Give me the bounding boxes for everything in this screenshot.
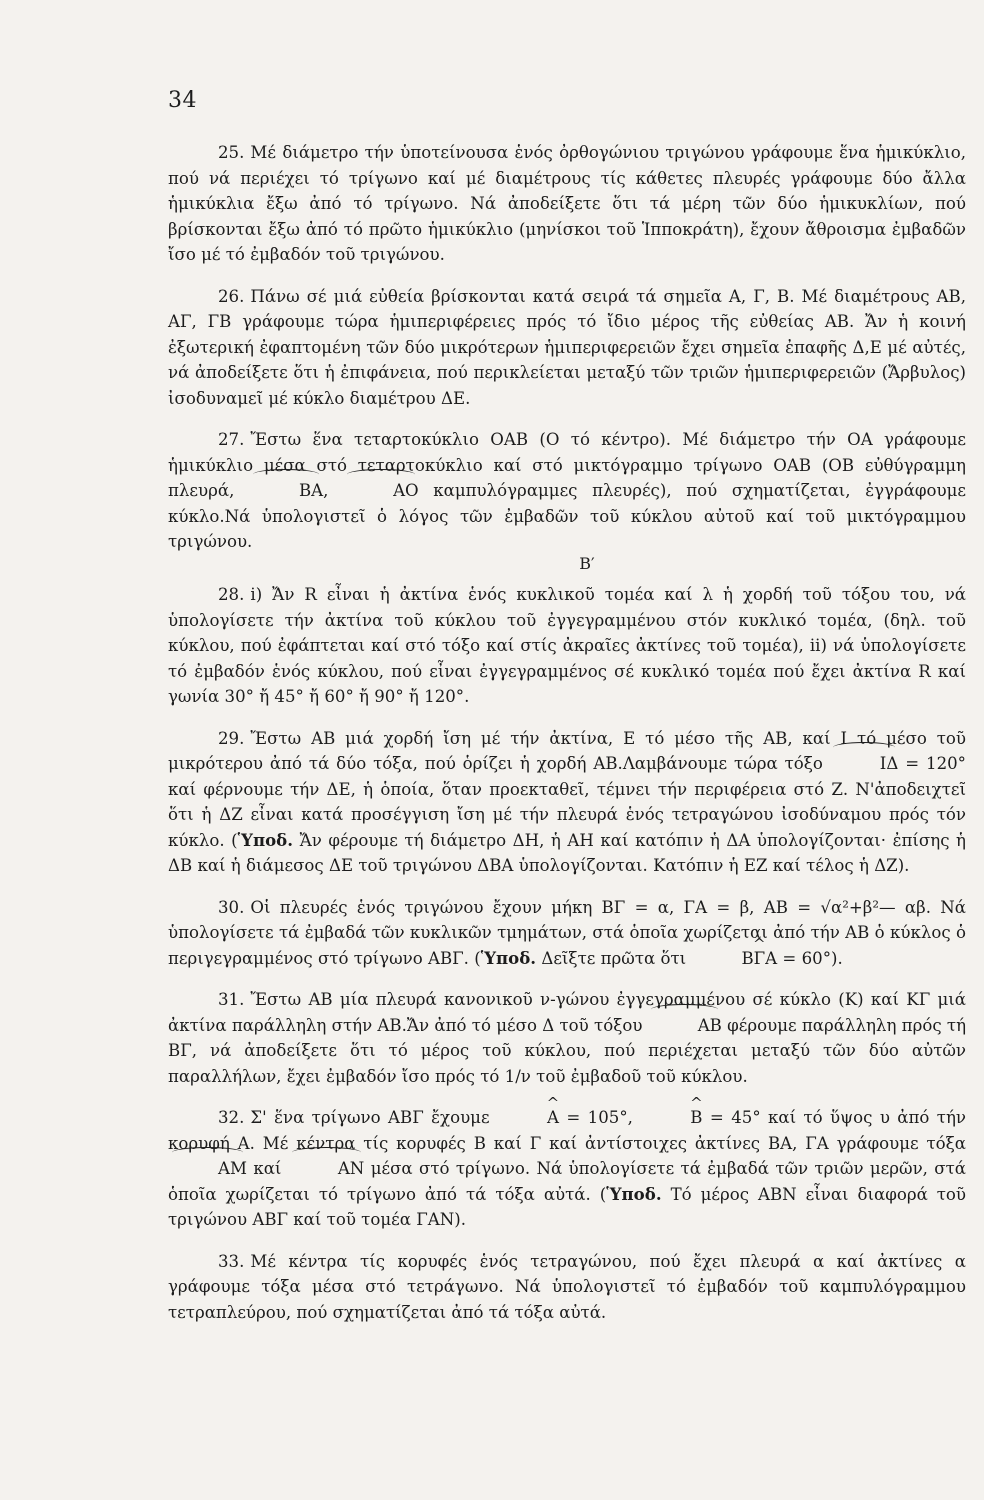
problem-text: Μέ κέντρα τίς κορυφές ἑνός τετραγώνου, πού ἔχει πλευρά α καί ἀκτίνες α γράφουμε τόξα μέσα στό τετράγωνο. Νά ὑπολογιστεῖ τό ἐμβαδόν τοῦ καμπυλόγραμμου τετραπλεύρου, πού σχηματίζεται ἀπό τά τόξα αὐτά. (168, 1251, 966, 1322)
problem-number: 32. (218, 1108, 245, 1127)
figure-label-b-prime: Β′ (579, 553, 595, 573)
page-number: 34 (168, 88, 197, 113)
problem-number: 30. (218, 897, 245, 917)
problem-text: Πάνω σέ μιά εὐθεία βρίσκονται κατά σειρά τά σημεῖα Α, Γ, Β. Μέ διαμέτρους ΑΒ, ΑΓ, ΓΒ γράφουμε τώρα ἡμιπεριφέρειες πρός τό ἴδιο μέρος τῆς εὐθείας ΑΒ. Ἄν ἡ κοινή ἐξωτερική ἐφαπτομένη τῶν δύο μικρότερων ἡμιπεριφερειῶν ἔχει σημεῖα ἐπαφῆς Δ,Ε μέ αὐτές, νά ἀποδείξετε ὅτι ἡ ἐπιφάνεια, πού περικλείεται μεταξύ τῶν τριῶν ἡμιπεριφερειῶν (Ἄρβυλος) ἰσοδυναμεῖ μέ κύκλο διαμέτρου ΔΕ. (168, 286, 966, 408)
problem-text-part3: Ἄν φέρουμε τή διάμετρο ΔΗ, ἡ ΑΗ καί κατόπιν ἡ ΔΑ ὑπολογίζονται· ἐπίσης ἡ ΔΒ καί ἡ διάμεσος ΔΕ τοῦ τριγώνου ΔΒΑ ὑπολογίζονται. Κατόπιν ἡ ΕΖ καί τέλος ἡ ΔΖ). (168, 830, 966, 875)
arc-am: ΑΜ (168, 1156, 247, 1182)
problem-number: 31. (218, 990, 245, 1009)
problem-text-part1: Ἔστω ΑΒ μία πλευρά κανονικοῦ ν-γώνου ἐγγεγραμμένου σέ κύκλο (Κ) καί ΚΓ μιά ἀκτίνα παράλληλη στήν ΑΒ.Ἄν ἀπό τό μέσο Δ τοῦ τόξου (168, 990, 966, 1035)
separator: , (323, 481, 329, 500)
problem-text-part2: καμπυλόγραμμες πλευρές), πού σχηματίζεται, ἐγγράφουμε κύκλο.Νά ὑπολογιστεῖ ὁ λόγος τῶν ἐμβαδῶν τοῦ κύκλου αὐτοῦ καί τοῦ μικτόγραμμου τριγώνου. (168, 481, 966, 551)
arc-an: ΑΝ (288, 1156, 365, 1182)
problem-29 (168, 726, 966, 879)
problem-32 (168, 1105, 966, 1233)
problem-33 (168, 1249, 966, 1326)
problem-text-part1: Ἔστω ἕνα τεταρτοκύκλιο ΟΑΒ (Ο τό κέντρο). Μέ διάμετρο τήν ΟΑ γράφουμε ἡμικύκλιο μέσα στό τεταρτοκύκλιο καί στό μικτόγραμμο τρίγωνο ΟΑΒ (ΟΒ εὐθύγραμμη πλευρά, (168, 430, 966, 500)
problem-text-part5: μέσα στό τρίγωνο. Νά ὑπολογίσετε τά ἐμβαδά τῶν τριῶν μερῶν, στά ὁποῖα χωρίζεται τό τρίγωνο ἀπό τά τόξα αὐτά. ( (168, 1159, 967, 1204)
hint-label: Ὑποδ. (480, 947, 537, 968)
problem-list (168, 140, 966, 1341)
problem-text-part1: Ἔστω ΑΒ μιά χορδή ἴση μέ τήν ἀκτίνα, Ε τό μέσο τῆς ΑΒ, καί Ι τό μέσο τοῦ μικρότερου ἀπό τά δύο τόξα, πού ὁρίζει ἡ χορδή ΑΒ.Λαμβάνουμε τώρα τόξο (168, 728, 966, 773)
problem-text-part3: = 45° καί τό ὕψος υ ἀπό τήν κορυφή Α. Μέ κέντρα τίς κορυφές Β καί Γ καί ἀντίστοιχες ἀκτίνες ΒΑ, ΓΑ γράφουμε τόξα (168, 1108, 967, 1153)
problem-25 (168, 140, 966, 268)
problem-number: 26. (218, 286, 245, 306)
problem-number: 25. (218, 143, 245, 162)
problem-number: 27. (218, 430, 245, 449)
problem-26 (168, 284, 966, 412)
problem-27 (168, 427, 966, 555)
problem-text: i) Ἄν R εἶναι ἡ ἀκτίνα ἑνός κυκλικοῦ τομέα καί λ ἡ χορδή τοῦ τόξου του, νά ὑπολογίσετε τήν ἀκτίνα τοῦ κύκλου τοῦ ἐγγεγραμμένου στόν κυκλικό τομέα, (δηλ. τοῦ κύκλου, πού ἐφάπτεται καί στό τόξο καί στίς ἀκραῖες ἀκτίνες τοῦ τομέα), ii) νά ὑπολογίσετε τό ἐμβαδόν ἑνός κύκλου, πού εἶναι ἐγγεγραμμένος σέ κυκλικό τομέα πού ἔχει ἀκτίνα R καί γωνία 30° ἤ 45° ἤ 60° ἤ 90° ἤ 120°. (168, 585, 966, 706)
problem-text-part1: Οἱ πλευρές ἑνός τριγώνου ἔχουν μήκη ΒΓ = α, ΓΑ = β, ΑΒ = √α²+β²— αβ. Νά ὑπολογίσετε τά ἐμβαδά τῶν κυκλικῶν τμημάτων, στά ὁποῖα χωρίζεται ἀπό τήν ΑΒ ὁ κύκλος ὁ περιγεγραμμένος στό τρίγωνο ΑΒΓ. ( (168, 897, 966, 968)
problem-30 (168, 895, 966, 972)
arc-ao: ΑΟ (343, 478, 419, 504)
hint-label: Ὑποδ. (606, 1183, 662, 1204)
angle-a: ^ Α (497, 1105, 559, 1131)
problem-31 (168, 987, 966, 1089)
problem-text-part6: Τό μέρος ΑΒΝ εἶναι διαφορά τοῦ τριγώνου ΑΒΓ καί τοῦ τομέα ΓΑΝ). (168, 1184, 966, 1229)
problem-text-part2: = 105°, (566, 1108, 633, 1127)
arc-ab: ΑΒ (648, 1013, 722, 1039)
problem-text-part2: = 120° καί φέρνουμε τήν ΔΕ, ἡ ὁποία, ὅταν προεκταθεῖ, τέμνει τήν περιφέρεια στό Ζ. Ν'ἀποδειχτεῖ ὅτι ἡ ΔΖ εἶναι κατά προσέγγιση ἴση μέ τήν πλευρά ἑνός τετραγώνου ἰσοδύναμου πρός τόν κύκλο. ( (168, 754, 966, 850)
problem-text-part3: = 60°). (782, 948, 843, 968)
arc-ba: ΒΑ (249, 478, 323, 504)
angle-bga: ^ ΒΓΑ (691, 946, 777, 972)
angle-b: ^ Β (640, 1105, 702, 1131)
problem-text-part4: καί (253, 1159, 282, 1178)
arc-id: ΙΔ (830, 751, 899, 777)
problem-text-part1: Σ' ἕνα τρίγωνο ΑΒΓ ἔχουμε (250, 1108, 490, 1127)
problem-number: 28. (218, 585, 245, 604)
problem-28 (168, 582, 966, 710)
hint-label: Ὑποδ. (237, 829, 294, 850)
problem-number: 33. (218, 1251, 245, 1271)
problem-text-part2: Δεῖξτε πρῶτα ὅτι (541, 948, 687, 968)
problem-text: Μέ διάμετρο τήν ὑποτείνουσα ἑνός ὀρθογώνιου τριγώνου γράφουμε ἕνα ἡμικύκλιο, πού νά περιέχει τό τρίγωνο καί μέ διαμέτρους τίς κάθετες πλευρές γράφουμε δύο ἄλλα ἡμικύκλια ἔξω ἀπό τό τρίγωνο. Νά ἀποδείξετε ὅτι τά μέρη τῶν δύο ἡμικυκλίων, πού βρίσκονται ἔξω ἀπό τό πρῶτο ἡμικύκλιο (μηνίσκοι τοῦ Ἱπποκράτη), ἔχουν ἄθροισμα ἐμβαδῶν ἴσο μέ τό ἐμβαδόν τοῦ τριγώνου. (168, 143, 966, 264)
problem-text-part2: φέρουμε παράλληλη πρός τή ΒΓ, νά ἀποδείξετε ὅτι τό μέρος τοῦ κύκλου, πού περιέχεται μεταξύ τῶν δύο αὐτῶν παραλλήλων, ἔχει ἐμβαδόν ἴσο πρός τό 1/ν τοῦ ἐμβαδοῦ τοῦ κύκλου. (168, 1015, 967, 1086)
problem-number: 29. (218, 728, 245, 748)
